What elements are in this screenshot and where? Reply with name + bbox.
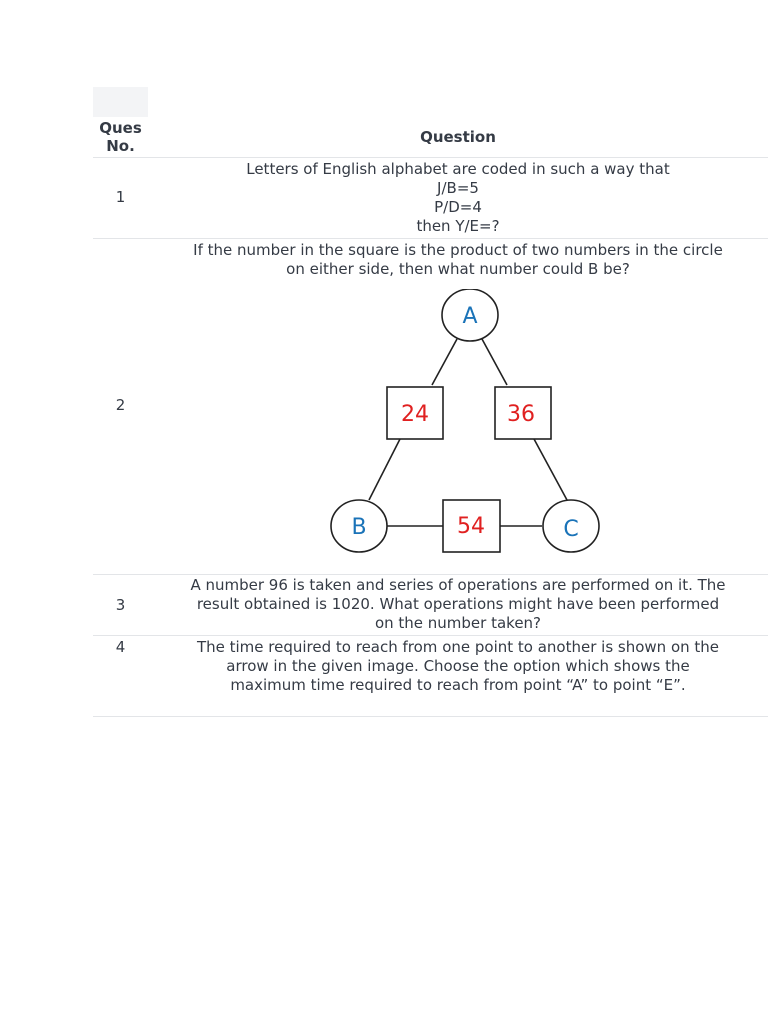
connector-line <box>432 339 457 385</box>
table-row <box>93 158 768 239</box>
circle-label-b: B <box>351 515 367 540</box>
questions-table <box>93 117 768 717</box>
question-line: result obtained is 1020. What operations might have been performed <box>196 595 720 613</box>
question-line: maximum time required to reach from point “A” to point “E”. <box>230 676 686 694</box>
table-header <box>93 117 768 158</box>
connector-line <box>369 439 400 500</box>
question-number: 3 <box>115 596 126 614</box>
question-text <box>148 638 768 695</box>
question-text <box>148 160 768 236</box>
question-text <box>148 241 768 279</box>
question-number: 4 <box>115 638 126 656</box>
header-no-line1: Ques <box>99 119 142 137</box>
triangle-diagram <box>330 289 600 559</box>
question-number: 1 <box>115 188 126 206</box>
connector-line <box>482 339 507 385</box>
circle-label-a: A <box>462 304 478 329</box>
question-line: arrow in the given image. Choose the option which shows the <box>226 657 690 675</box>
question-line: A number 96 is taken and series of operations are performed on it. The <box>190 576 726 594</box>
question-line: The time required to reach from one point to another is shown on the <box>196 638 720 656</box>
question-line: on either side, then what number could B be? <box>286 260 630 278</box>
question-line: P/D=4 <box>434 198 482 216</box>
question-line: Letters of English alphabet are coded in such a way that <box>246 160 670 178</box>
header-question-number <box>93 119 148 155</box>
square-value-bottom: 54 <box>457 514 485 539</box>
question-line: then Y/E=? <box>416 217 500 235</box>
connector-line <box>534 439 567 500</box>
question-line: J/B=5 <box>437 179 479 197</box>
square-value-left: 24 <box>401 402 429 427</box>
question-text <box>148 576 768 633</box>
header-question: Question <box>420 128 496 146</box>
question-line: If the number in the square is the product of two numbers in the circle <box>193 241 723 259</box>
header-no-line2: No. <box>106 137 135 155</box>
circle-label-c: C <box>563 517 579 542</box>
question-line: on the number taken? <box>374 614 542 632</box>
table-row <box>93 575 768 636</box>
square-value-right: 36 <box>507 402 535 427</box>
question-number: 2 <box>115 396 126 414</box>
table-row <box>93 636 768 717</box>
header-corner-cell <box>93 87 148 117</box>
table-row <box>93 239 768 575</box>
